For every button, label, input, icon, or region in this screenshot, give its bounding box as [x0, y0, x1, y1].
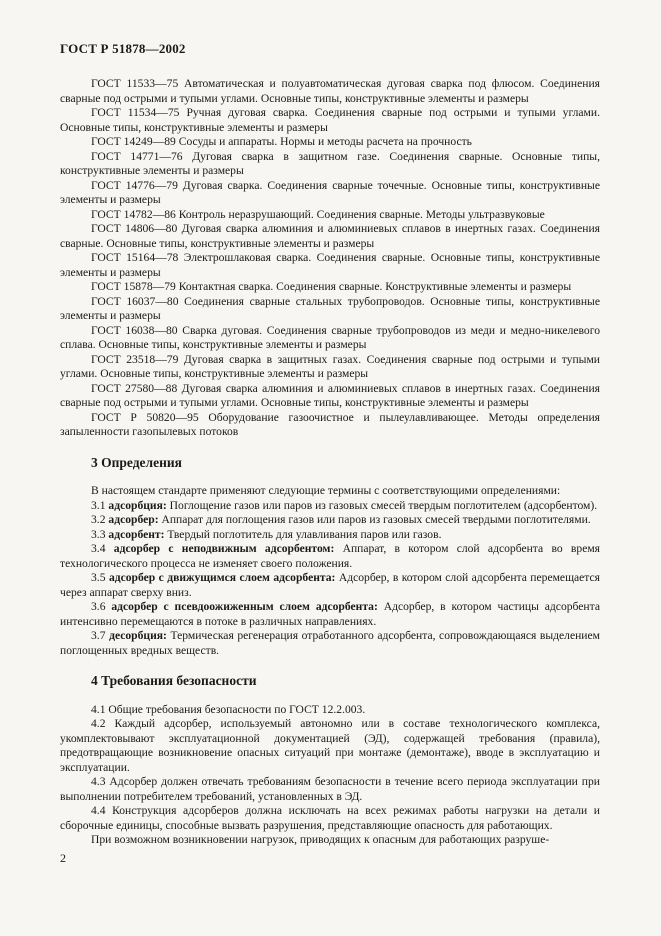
page-number: 2	[60, 851, 66, 865]
definition-number: 3.2	[91, 513, 106, 526]
definition-item	[60, 600, 600, 629]
reference-item: ГОСТ 27580—88 Дуговая сварка алюминия и алюминиевых сплавов в инертных газах. Соединения сварные под острыми и тупыми углами. Основные типы, конструктивные элементы и размеры	[60, 381, 600, 409]
definition-term: десорбция:	[109, 629, 167, 642]
definition-number: 3.1	[91, 498, 106, 512]
definition-text: Аппарат, в котором слой адсорбента во время технологического процесса не изменяет своего положения.	[60, 542, 601, 570]
reference-item: ГОСТ 15164—78 Электрошлаковая сварка. Соединения сварные. Основные типы, конструктивные элементы и размеры	[60, 251, 600, 279]
reference-item: ГОСТ 16037—80 Соединения сварные стальных трубопроводов. Основные типы, конструктивные элементы и размеры	[60, 294, 600, 322]
definition-number: 3.4	[91, 542, 106, 555]
references-list	[60, 77, 600, 440]
definition-text: Адсорбер, в котором частицы адсорбента интенсивно перемещаются в потоке в различных направлениях.	[60, 600, 600, 628]
definition-item	[60, 499, 600, 514]
reference-item: ГОСТ 14782—86 Контроль неразрушающий. Соединения сварные. Методы ультразвуковые	[91, 207, 545, 221]
definition-item	[60, 528, 600, 543]
reference-item: ГОСТ 14776—79 Дуговая сварка. Соединения сварные точечные. Основные типы, конструктивные элементы и размеры	[60, 178, 600, 206]
definition-text: Термическая регенерация отработанного адсорбента, сопровождающаяся выделением поглощенных вредных веществ.	[60, 629, 600, 657]
reference-item: ГОСТ Р 50820—95 Оборудование газоочистное и пылеулавливающее. Методы определения запыленности газопылевых потоков	[60, 410, 600, 438]
section-3-heading: 3 Определения	[91, 454, 182, 470]
requirement-paragraph: 4.1 Общие требования безопасности по ГОСТ 12.2.003.	[91, 702, 366, 716]
definition-term: адсорбер с псевдоожиженным слоем адсорбента:	[111, 600, 378, 613]
definition-number: 3.7	[91, 629, 106, 642]
definition-term: адсорбер с движущимся слоем адсорбента:	[108, 571, 336, 584]
reference-item: ГОСТ 14249—89 Сосуды и аппараты. Нормы и методы расчета на прочность	[91, 135, 472, 148]
definition-text: Аппарат для поглощения газов или паров из газовых смесей твердыми поглотителями.	[158, 513, 591, 526]
definition-term: адсорбер:	[108, 513, 159, 526]
definition-text: Адсорбер, в котором слой адсорбента перемещается через аппарат сверху вниз.	[60, 571, 600, 599]
reference-item: ГОСТ 11534—75 Ручная дуговая сварка. Соединения сварные под острыми и тупыми углами. Основные типы, конструктивные элементы и размеры	[60, 106, 600, 134]
reference-item: ГОСТ 16038—80 Сварка дуговая. Соединения сварные трубопроводов из меди и медно-никелевого сплава. Основные типы, конструктивные элементы и размеры	[60, 323, 600, 351]
definitions-intro: В настоящем стандарте применяют следующие термины с соответствующими определениями:	[91, 484, 561, 497]
definition-term: адсорбция:	[108, 498, 167, 512]
reference-item: ГОСТ 14771—76 Дуговая сварка в защитном газе. Соединения сварные. Основные типы, конструктивные элементы и размеры	[60, 149, 600, 177]
definition-item	[60, 629, 600, 658]
document-body	[60, 77, 600, 848]
document-header: ГОСТ Р 51878—2002	[60, 41, 186, 56]
definition-item	[60, 513, 600, 528]
definitions-section	[60, 484, 600, 658]
requirement-paragraph: 4.4 Конструкция адсорберов должна исключать на всех режимах работы нагрузки на детали и сборочные единицы, способные вызвать разрушения, представляющие опасность для работающих.	[60, 804, 600, 832]
reference-item: ГОСТ 14806—80 Дуговая сварка алюминия и алюминиевых сплавов в инертных газах. Соединения сварные. Основные типы, конструктивные элементы и размеры	[60, 222, 600, 250]
definition-text: Твердый поглотитель для улавливания паров или газов.	[164, 527, 442, 541]
safety-requirements-section	[60, 703, 600, 848]
requirement-paragraph: 4.3 Адсорбер должен отвечать требованиям безопасности в течение всего периода эксплуатации при выполнении потребителем требований, установленных в ЭД.	[60, 775, 600, 803]
reference-item: ГОСТ 23518—79 Дуговая сварка в защитных газах. Соединения сварные под острыми и тупыми углами. Основные типы, конструктивные элементы и размеры	[60, 352, 600, 380]
definition-text: Поглощение газов или паров из газовых смесей твердым поглотителем (адсорбентом).	[166, 498, 598, 512]
requirement-paragraph: При возможном возникновении нагрузок, приводящих к опасным для работающих разруше-	[91, 833, 550, 846]
definition-term: адсорбер с неподвижным адсорбентом:	[113, 542, 335, 555]
definition-item	[60, 571, 600, 600]
definition-number: 3.6	[91, 600, 106, 613]
definition-number: 3.3	[91, 527, 106, 541]
definition-number: 3.5	[91, 571, 106, 584]
definition-item	[60, 542, 600, 571]
section-4-heading: 4 Требования безопасности	[91, 673, 257, 688]
reference-item: ГОСТ 15878—79 Контактная сварка. Соединения сварные. Конструктивные элементы и размеры	[91, 280, 572, 293]
requirement-paragraph: 4.2 Каждый адсорбер, используемый автономно или в составе технологического комплекса, укомплектовывают эксплуатационной документацией (ЭД), содержащей требования (правила), предотвращающие возникновение опасных ситуаций при монтаже (демонтаже), вводе в эксплуатацию и эксплуатации.	[60, 717, 600, 774]
definition-term: адсорбент:	[108, 527, 165, 541]
reference-item: ГОСТ 11533—75 Автоматическая и полуавтоматическая дуговая сварка под флюсом. Соединения сварные под острыми и тупыми углами. Основные типы, конструктивные элементы и размеры	[60, 77, 600, 105]
